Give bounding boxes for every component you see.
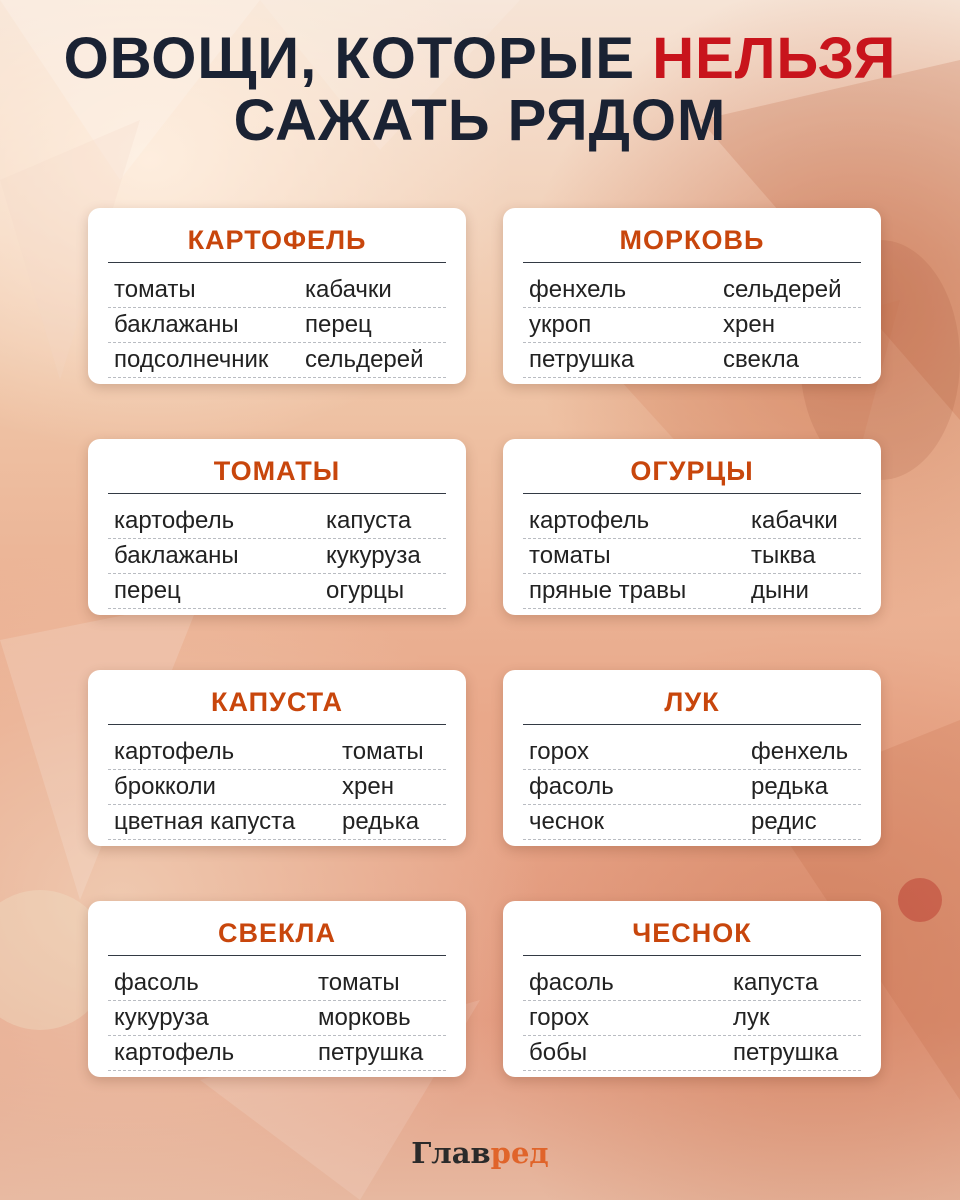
card-carrot <box>503 208 881 384</box>
list-row <box>523 770 861 805</box>
card-cabbage <box>88 670 466 846</box>
headline-line-1 <box>0 28 960 90</box>
list-row <box>523 1001 861 1036</box>
card-rows <box>523 735 861 840</box>
list-item: картофель <box>114 507 235 534</box>
list-item: дыни <box>751 577 809 604</box>
list-item: баклажаны <box>114 542 239 569</box>
list-item: сельдерей <box>305 346 424 373</box>
list-item: огурцы <box>326 577 405 604</box>
list-item: фенхель <box>751 738 849 765</box>
headline-line-2: САЖАТЬ РЯДОМ <box>233 88 727 153</box>
list-item: лук <box>733 1004 770 1031</box>
card-title: КАРТОФЕЛЬ <box>108 224 446 263</box>
list-row <box>108 539 446 574</box>
list-item: капуста <box>326 507 412 534</box>
list-item: фасоль <box>114 969 199 996</box>
card-title: МОРКОВЬ <box>523 224 861 263</box>
list-row <box>108 966 446 1001</box>
list-row <box>108 1036 446 1071</box>
list-item: капуста <box>733 969 819 996</box>
brand-logo-part-2: ред <box>490 1136 549 1170</box>
list-item: томаты <box>114 276 196 303</box>
card-title: ЧЕСНОК <box>523 917 861 956</box>
list-row <box>523 273 861 308</box>
list-row <box>523 539 861 574</box>
list-item: петрушка <box>733 1039 839 1066</box>
list-item: фасоль <box>529 969 614 996</box>
list-item: пряные травы <box>529 577 687 604</box>
list-row <box>108 1001 446 1036</box>
list-row <box>108 805 446 840</box>
list-item: горох <box>529 738 589 765</box>
list-row <box>108 273 446 308</box>
list-item: кабачки <box>751 507 838 534</box>
list-row <box>108 735 446 770</box>
list-row <box>523 735 861 770</box>
list-item: фасоль <box>529 773 614 800</box>
card-title: ЛУК <box>523 686 861 725</box>
card-title: СВЕКЛА <box>108 917 446 956</box>
headline-part-1: ОВОЩИ, КОТОРЫЕ <box>63 26 653 91</box>
list-row <box>523 343 861 378</box>
card-rows <box>523 504 861 609</box>
headline-highlight: НЕЛЬЗЯ <box>652 26 897 91</box>
list-row <box>523 574 861 609</box>
list-row <box>108 770 446 805</box>
list-item: фенхель <box>529 276 627 303</box>
card-rows <box>523 273 861 378</box>
card-rows <box>108 273 446 378</box>
list-item: кукуруза <box>114 1004 209 1031</box>
list-row <box>108 504 446 539</box>
list-row <box>523 805 861 840</box>
list-item: редька <box>342 808 420 835</box>
list-item: редис <box>751 808 817 835</box>
list-item: тыква <box>751 542 816 569</box>
card-tomato <box>88 439 466 615</box>
list-item: картофель <box>114 1039 235 1066</box>
list-item: перец <box>114 577 181 604</box>
list-item: укроп <box>529 311 592 338</box>
list-row <box>108 574 446 609</box>
list-item: картофель <box>529 507 650 534</box>
list-row <box>108 343 446 378</box>
card-onion <box>503 670 881 846</box>
list-row <box>523 966 861 1001</box>
list-item: редька <box>751 773 829 800</box>
list-item: чеснок <box>529 808 604 835</box>
list-row <box>523 504 861 539</box>
list-item: петрушка <box>318 1039 424 1066</box>
brand-logo <box>0 1136 960 1170</box>
list-item: хрен <box>342 773 394 800</box>
card-rows <box>108 735 446 840</box>
list-item: цветная капуста <box>114 808 296 835</box>
card-rows <box>523 966 861 1071</box>
list-item: подсолнечник <box>114 346 269 373</box>
page-headline <box>0 28 960 152</box>
list-row <box>108 308 446 343</box>
list-item: горох <box>529 1004 589 1031</box>
list-item: петрушка <box>529 346 635 373</box>
list-item: томаты <box>318 969 400 996</box>
card-rows <box>108 504 446 609</box>
list-item: перец <box>305 311 372 338</box>
card-potato <box>88 208 466 384</box>
list-item: брокколи <box>114 773 216 800</box>
list-item: картофель <box>114 738 235 765</box>
list-item: кукуруза <box>326 542 421 569</box>
card-cucumber <box>503 439 881 615</box>
list-item: баклажаны <box>114 311 239 338</box>
list-item: кабачки <box>305 276 392 303</box>
list-item: хрен <box>723 311 775 338</box>
brand-logo-part-1: Глав <box>411 1136 491 1170</box>
list-item: бобы <box>529 1039 588 1066</box>
list-item: свекла <box>723 346 799 373</box>
card-title: КАПУСТА <box>108 686 446 725</box>
card-beet <box>88 901 466 1077</box>
card-rows <box>108 966 446 1071</box>
list-item: томаты <box>342 738 424 765</box>
card-garlic <box>503 901 881 1077</box>
card-title: ТОМАТЫ <box>108 455 446 494</box>
list-item: морковь <box>318 1004 411 1031</box>
card-title: ОГУРЦЫ <box>523 455 861 494</box>
list-item: сельдерей <box>723 276 842 303</box>
list-row <box>523 1036 861 1071</box>
list-row <box>523 308 861 343</box>
list-item: томаты <box>529 542 611 569</box>
